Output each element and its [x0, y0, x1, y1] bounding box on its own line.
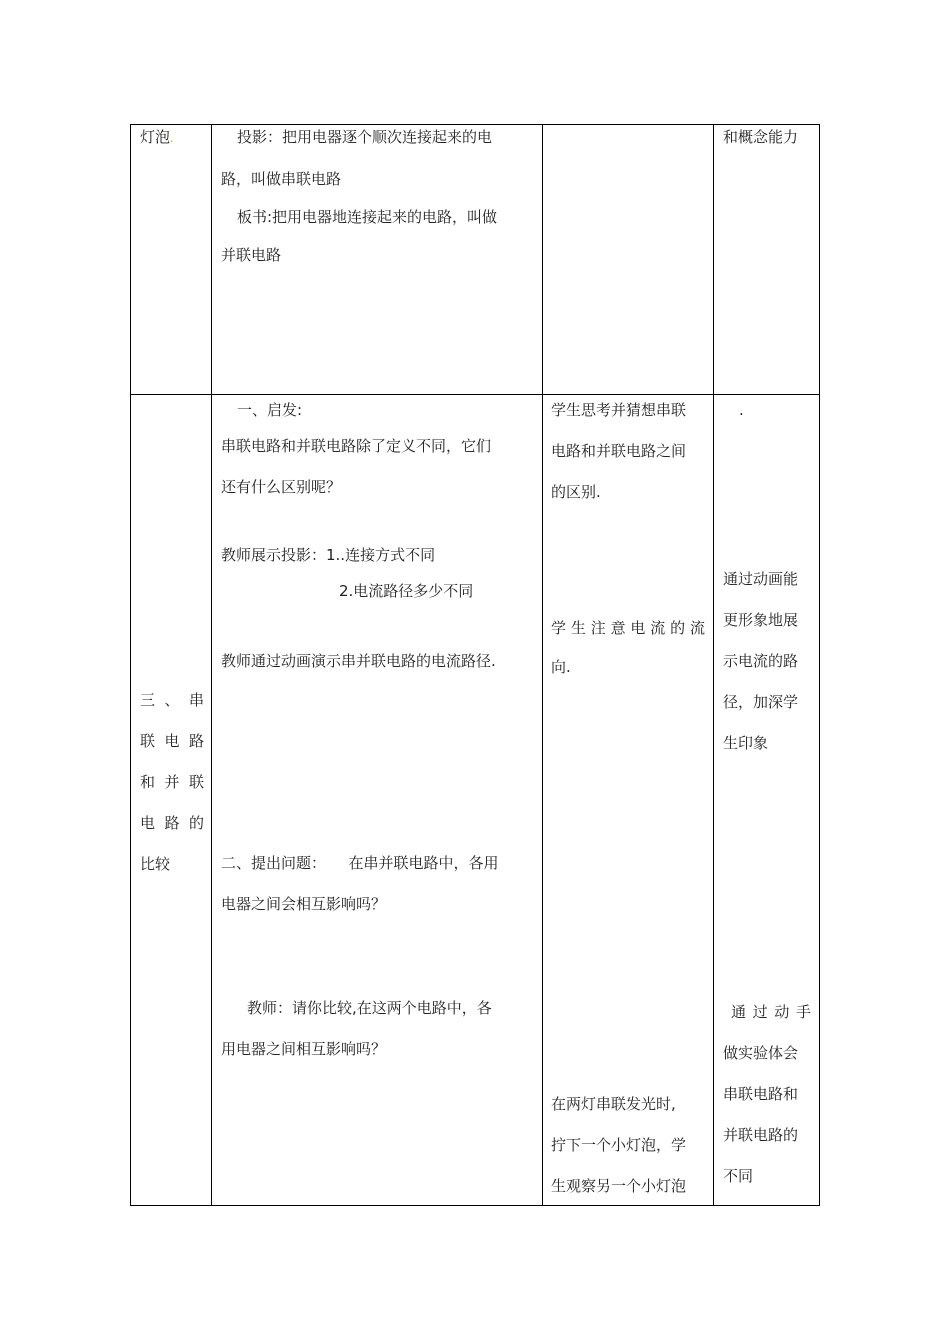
- row1-intent-text: 和概念能力: [723, 128, 799, 146]
- row2-intent-line: 更形象地展: [723, 611, 799, 629]
- column-divider-2: [542, 124, 543, 1206]
- table-right-border: [819, 124, 820, 1206]
- table-bottom-border: [130, 1205, 820, 1206]
- row2-intent-line: 通过动手: [731, 1003, 811, 1021]
- row2-teacher-line: 二、提出问题： 在串并联电路中，各用: [221, 854, 499, 872]
- row2-student-cell: [551, 400, 709, 1200]
- row2-stage-cell: [140, 690, 204, 880]
- row2-teacher-line: 电器之间会相互影响吗？: [221, 895, 387, 913]
- row2-student-line: 学生注意电流的流: [551, 619, 705, 637]
- table-left-border: [130, 124, 131, 1206]
- row1-stage-text: 灯泡: [140, 128, 171, 146]
- row2-stage-line: 电 路 的: [140, 814, 204, 832]
- table-top-border: [130, 124, 820, 125]
- column-divider-1: [211, 124, 212, 1206]
- row1-teacher-line: 并联电路: [221, 246, 282, 264]
- row1-teacher-cell: [221, 127, 535, 277]
- row1-intent-cell: [723, 127, 815, 157]
- row2-student-line: 电路和并联电路之间: [551, 442, 687, 460]
- row2-intent-line: 通过动画能: [723, 570, 799, 588]
- row1-stage-cell: [140, 127, 206, 157]
- column-divider-3: [713, 124, 714, 1206]
- row2-stage-line: 三 、 串: [140, 691, 204, 709]
- row2-teacher-line: 一、启发:: [237, 401, 303, 419]
- row2-stage-line: 和 并 联: [140, 773, 204, 791]
- row2-intent-line: .: [739, 401, 744, 419]
- row2-intent-line: 串联电路和: [723, 1085, 799, 1103]
- row2-student-line: 向.: [551, 658, 571, 676]
- row2-intent-line: 不同: [723, 1167, 754, 1185]
- row2-teacher-line: 用电器之间相互影响吗？: [221, 1040, 387, 1058]
- row2-student-line: 的区别.: [551, 483, 601, 501]
- text-mark-icon: .: [170, 132, 174, 145]
- row2-intent-line: 并联电路的: [723, 1126, 799, 1144]
- row2-intent-line: 示电流的路: [723, 652, 799, 670]
- row2-teacher-line: 教师展示投影：1..连接方式不同: [221, 546, 436, 564]
- row2-intent-line: 做实验体会: [723, 1044, 799, 1062]
- row2-teacher-line: 教师：请你比较,在这两个电路中，各: [247, 999, 492, 1017]
- row2-intent-line: 径，加深学: [723, 693, 799, 711]
- row2-student-line: 拧下一个小灯泡，学: [551, 1136, 687, 1154]
- row2-teacher-line: 串联电路和并联电路除了定义不同，它们: [221, 437, 492, 455]
- row2-student-line: 在两灯串联发光时,: [551, 1095, 676, 1113]
- row1-teacher-line: 路，叫做串联电路: [221, 170, 342, 188]
- row2-intent-cell: [723, 400, 815, 1190]
- row-divider: [130, 394, 820, 395]
- row1-teacher-line: 投影：把用电器逐个顺次连接起来的电: [237, 128, 493, 146]
- row2-intent-line: 生印象: [723, 734, 769, 752]
- row2-teacher-cell: [221, 400, 535, 1060]
- row2-student-line: 生观察另一个小灯泡: [551, 1177, 687, 1195]
- row2-teacher-line: 教师通过动画演示串并联电路的电流路径.: [221, 652, 496, 670]
- row2-student-line: 学生思考并猜想串联: [551, 401, 687, 419]
- row2-stage-line: 比较: [140, 855, 171, 873]
- row2-teacher-line: 还有什么区别呢？: [221, 478, 342, 496]
- row2-teacher-line: 2.电流路径多少不同: [339, 582, 474, 600]
- row2-stage-line: 联 电 路: [140, 732, 204, 750]
- row1-teacher-line: 板书:把用电器地连接起来的电路，叫做: [237, 208, 498, 226]
